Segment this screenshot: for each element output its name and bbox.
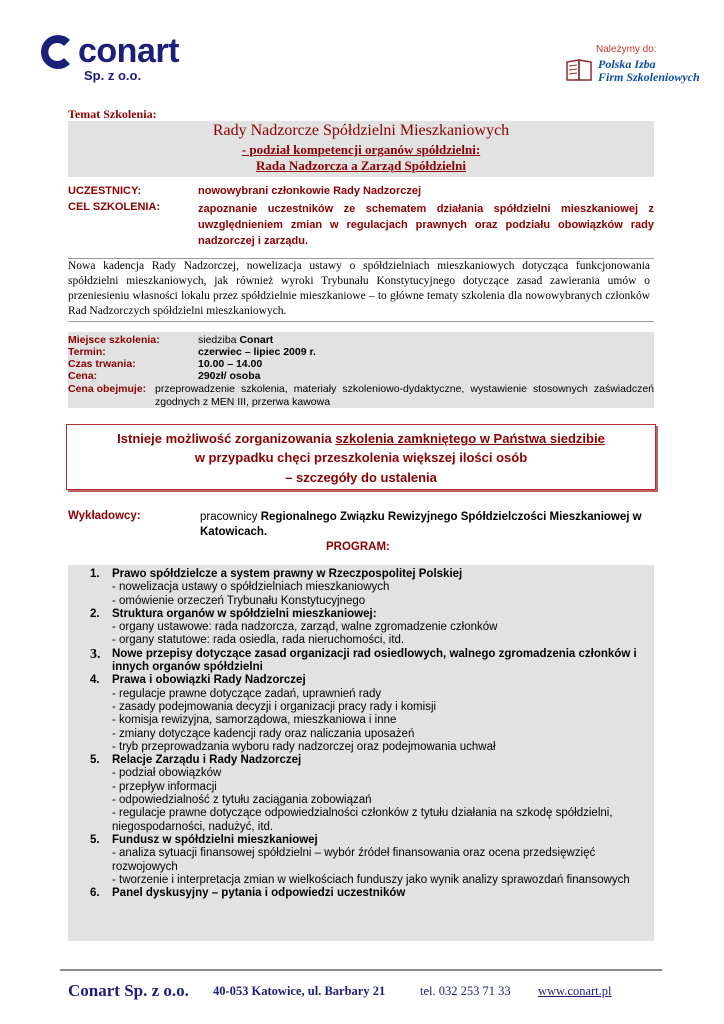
footer-divider	[60, 969, 662, 971]
goal-value: zapoznanie uczestników ze schematem działania spółdzielni mieszkaniowej z uwzględnieniem zmian w regulacjach prawnych oraz podziału obowiązków rady nadzorczej i zarządu.	[198, 203, 654, 247]
term-value: czerwiec – lipiec 2009 r.	[198, 346, 316, 358]
pif-name-line2: Firm Szkoleniowych	[598, 70, 700, 84]
program-item-point: - przepływ informacji	[112, 780, 217, 793]
lecturers-label: Wykładowcy:	[68, 510, 141, 522]
program-item-title: Relacje Zarządu i Rady Nadzorczej	[112, 754, 302, 767]
footer-company: Conart Sp. z o.o.	[68, 981, 189, 1000]
participants-label: UCZESTNICY:	[68, 185, 142, 197]
footer-phone: tel. 032 253 71 33	[420, 984, 511, 998]
notice-line-1a: Istnieje możliwość zorganizowania	[117, 431, 336, 446]
price-label: Cena:	[68, 370, 98, 382]
intro-paragraph: Nowa kadencja Rady Nadzorczej, nowelizacja ustawy o spółdzielniach mieszkaniowych dotycząca funkcjonowania spółdzielni mieszkaniowych, jak również wyroki Trybunału Konstytucyjnego dotyczące zasad zawierania umów o przeniesieniu własności lokalu przez spółdzielnie mieszkaniowe – to główne tematy szkolenia dla nowowybranych członków Rad Nadzorczych spółdzielni mieszkaniowych.	[68, 260, 650, 317]
program-item-point: - tryb przeprowadzania wyboru rady nadzorczej oraz podejmowania uchwał	[112, 740, 496, 753]
program-item-point: - organy ustawowe: rada nadzorcza, zarząd, walne zgromadzenie członków	[112, 621, 498, 634]
topic-label: Temat Szkolenia:	[68, 107, 157, 121]
program-item	[88, 568, 650, 608]
program-item-title: Prawa i obowiązki Rady Nadzorczej	[112, 674, 306, 687]
place-value	[198, 334, 273, 346]
pif-name-line1: Polska Izba	[598, 57, 656, 71]
includes-label: Cena obejmuje:	[68, 383, 147, 395]
program-item-point: - analiza sytuacji finansowej spółdzielni – wybór źródeł finansowania oraz ocena przedsięwzięć rozwojowych	[112, 847, 596, 873]
notice-line-3: – szczegóły do ustalenia	[285, 470, 437, 485]
program-item	[88, 608, 650, 648]
program-item-title: Fundusz w spółdzielni mieszkaniowej	[112, 833, 318, 846]
program-item-title: Prawo spółdzielcze a system prawny w Rzeczpospolitej Polskiej	[112, 568, 463, 580]
program-item-title: Nowe przepisy dotyczące zasad organizacji rad osiedlowych, walnego zgromadzenia członków i innych organów spółdzielni	[112, 647, 637, 674]
training-subtitle-2: Rada Nadzorcza a Zarząd Spółdzielni	[256, 158, 466, 173]
book-icon	[565, 58, 595, 82]
program-item-number: 2.	[90, 607, 100, 620]
program-item	[88, 674, 650, 754]
lecturers-value	[200, 510, 656, 540]
program-item-point: - zasady podejmowania decyzji i organizacji pracy rady i komisji	[112, 700, 437, 713]
program-item-title: Struktura organów w spółdzielni mieszkaniowej:	[112, 607, 377, 620]
lecturers-org: Regionalnego Związku Rewizyjnego Spółdzielczości Mieszkaniowej w Katowicach.	[200, 511, 642, 538]
program-item-point: - podział obowiązków	[112, 767, 222, 780]
logo-text: conart	[78, 32, 179, 70]
footer-address: 40-053 Katowice, ul. Barbary 21	[213, 984, 386, 998]
program-item-point: - zmiany dotyczące kadencji rady oraz naliczania uposażeń	[112, 727, 415, 740]
program-item-number: 6.	[90, 887, 100, 900]
program-item-point: - omówienie orzeczeń Trybunału Konstytucyjnego	[112, 594, 366, 607]
program-item-number: 5.	[90, 833, 100, 846]
training-subtitle-1: - podział kompetencji organów spółdzielni:	[241, 142, 481, 157]
place-label: Miejsce szkolenia:	[68, 334, 160, 346]
program-item-number: 4.	[90, 674, 100, 687]
place-name: Conart	[239, 334, 274, 346]
program-item-point: - tworzenie i interpretacja zmian w wielkościach funduszy jako wynik analizy sprawozdań finansowych	[112, 873, 630, 886]
goal-label: CEL SZKOLENIA:	[68, 201, 161, 213]
program-item-point: - organy statutowe: rada osiedla, rada nieruchomości, itd.	[112, 634, 405, 647]
closed-training-notice	[66, 424, 656, 490]
place-prefix: siedziba	[198, 334, 237, 346]
notice-line-2: w przypadku chęci przeszkolenia większej ilości osób	[194, 450, 528, 465]
program-item-number: 5.	[90, 754, 100, 767]
program-item-point: - regulacje prawne dotyczące odpowiedzialności członków z tytułu działania na szkodę spółdzielni, niegospodarności, nadużyć, itd.	[112, 807, 613, 833]
program-item-point: - odpowiedzialność z tytułu zaciągania zobowiązań	[112, 794, 372, 807]
participants-value: nowowybrani członkowie Rady Nadzorczej	[198, 185, 422, 197]
notice-line-1	[67, 431, 655, 446]
program-item-number: 3.	[90, 646, 101, 662]
logo-subtitle: Sp. z o.o.	[84, 68, 142, 83]
title-box	[68, 121, 654, 177]
program-item	[88, 754, 650, 834]
program-label: PROGRAM:	[326, 541, 390, 553]
conart-logo-icon	[36, 32, 76, 72]
program-item	[88, 648, 650, 675]
footer-website-link[interactable]: www.conart.pl	[538, 984, 612, 998]
duration-value: 10.00 – 14.00	[198, 358, 263, 370]
includes-value: przeprowadzenie szkolenia, materiały szkoleniowo-dydaktyczne, wystawienie stosownych zaświadczeń zgodnych z MEN III, przerwa kawowa	[155, 383, 654, 408]
program-item-point: - komisja rewizyjna, samorządowa, mieszkaniowa i inne	[112, 714, 397, 727]
price-value: 290zł/ osoba	[198, 370, 261, 382]
membership-label: Należymy do:	[596, 44, 657, 55]
program-item-point: - nowelizacja ustawy o spółdzielniach mieszkaniowych	[112, 581, 390, 594]
program-item-title: Panel dyskusyjny – pytania i odpowiedzi uczestników	[112, 887, 406, 900]
training-title: Rady Nadzorcze Spółdzielni Mieszkaniowych	[212, 122, 510, 139]
lecturers-prefix: pracownicy	[200, 511, 258, 523]
program-list	[88, 568, 650, 900]
program-item-point: - regulacje prawne dotyczące zadań, uprawnień rady	[112, 687, 382, 700]
program-item-number: 1.	[90, 568, 100, 580]
program-item	[88, 834, 650, 887]
notice-line-1b: szkolenia zamkniętego w Państwa siedzibie	[335, 431, 605, 446]
duration-label: Czas trwania:	[68, 358, 136, 370]
term-label: Termin:	[68, 346, 106, 358]
program-item	[88, 887, 650, 900]
